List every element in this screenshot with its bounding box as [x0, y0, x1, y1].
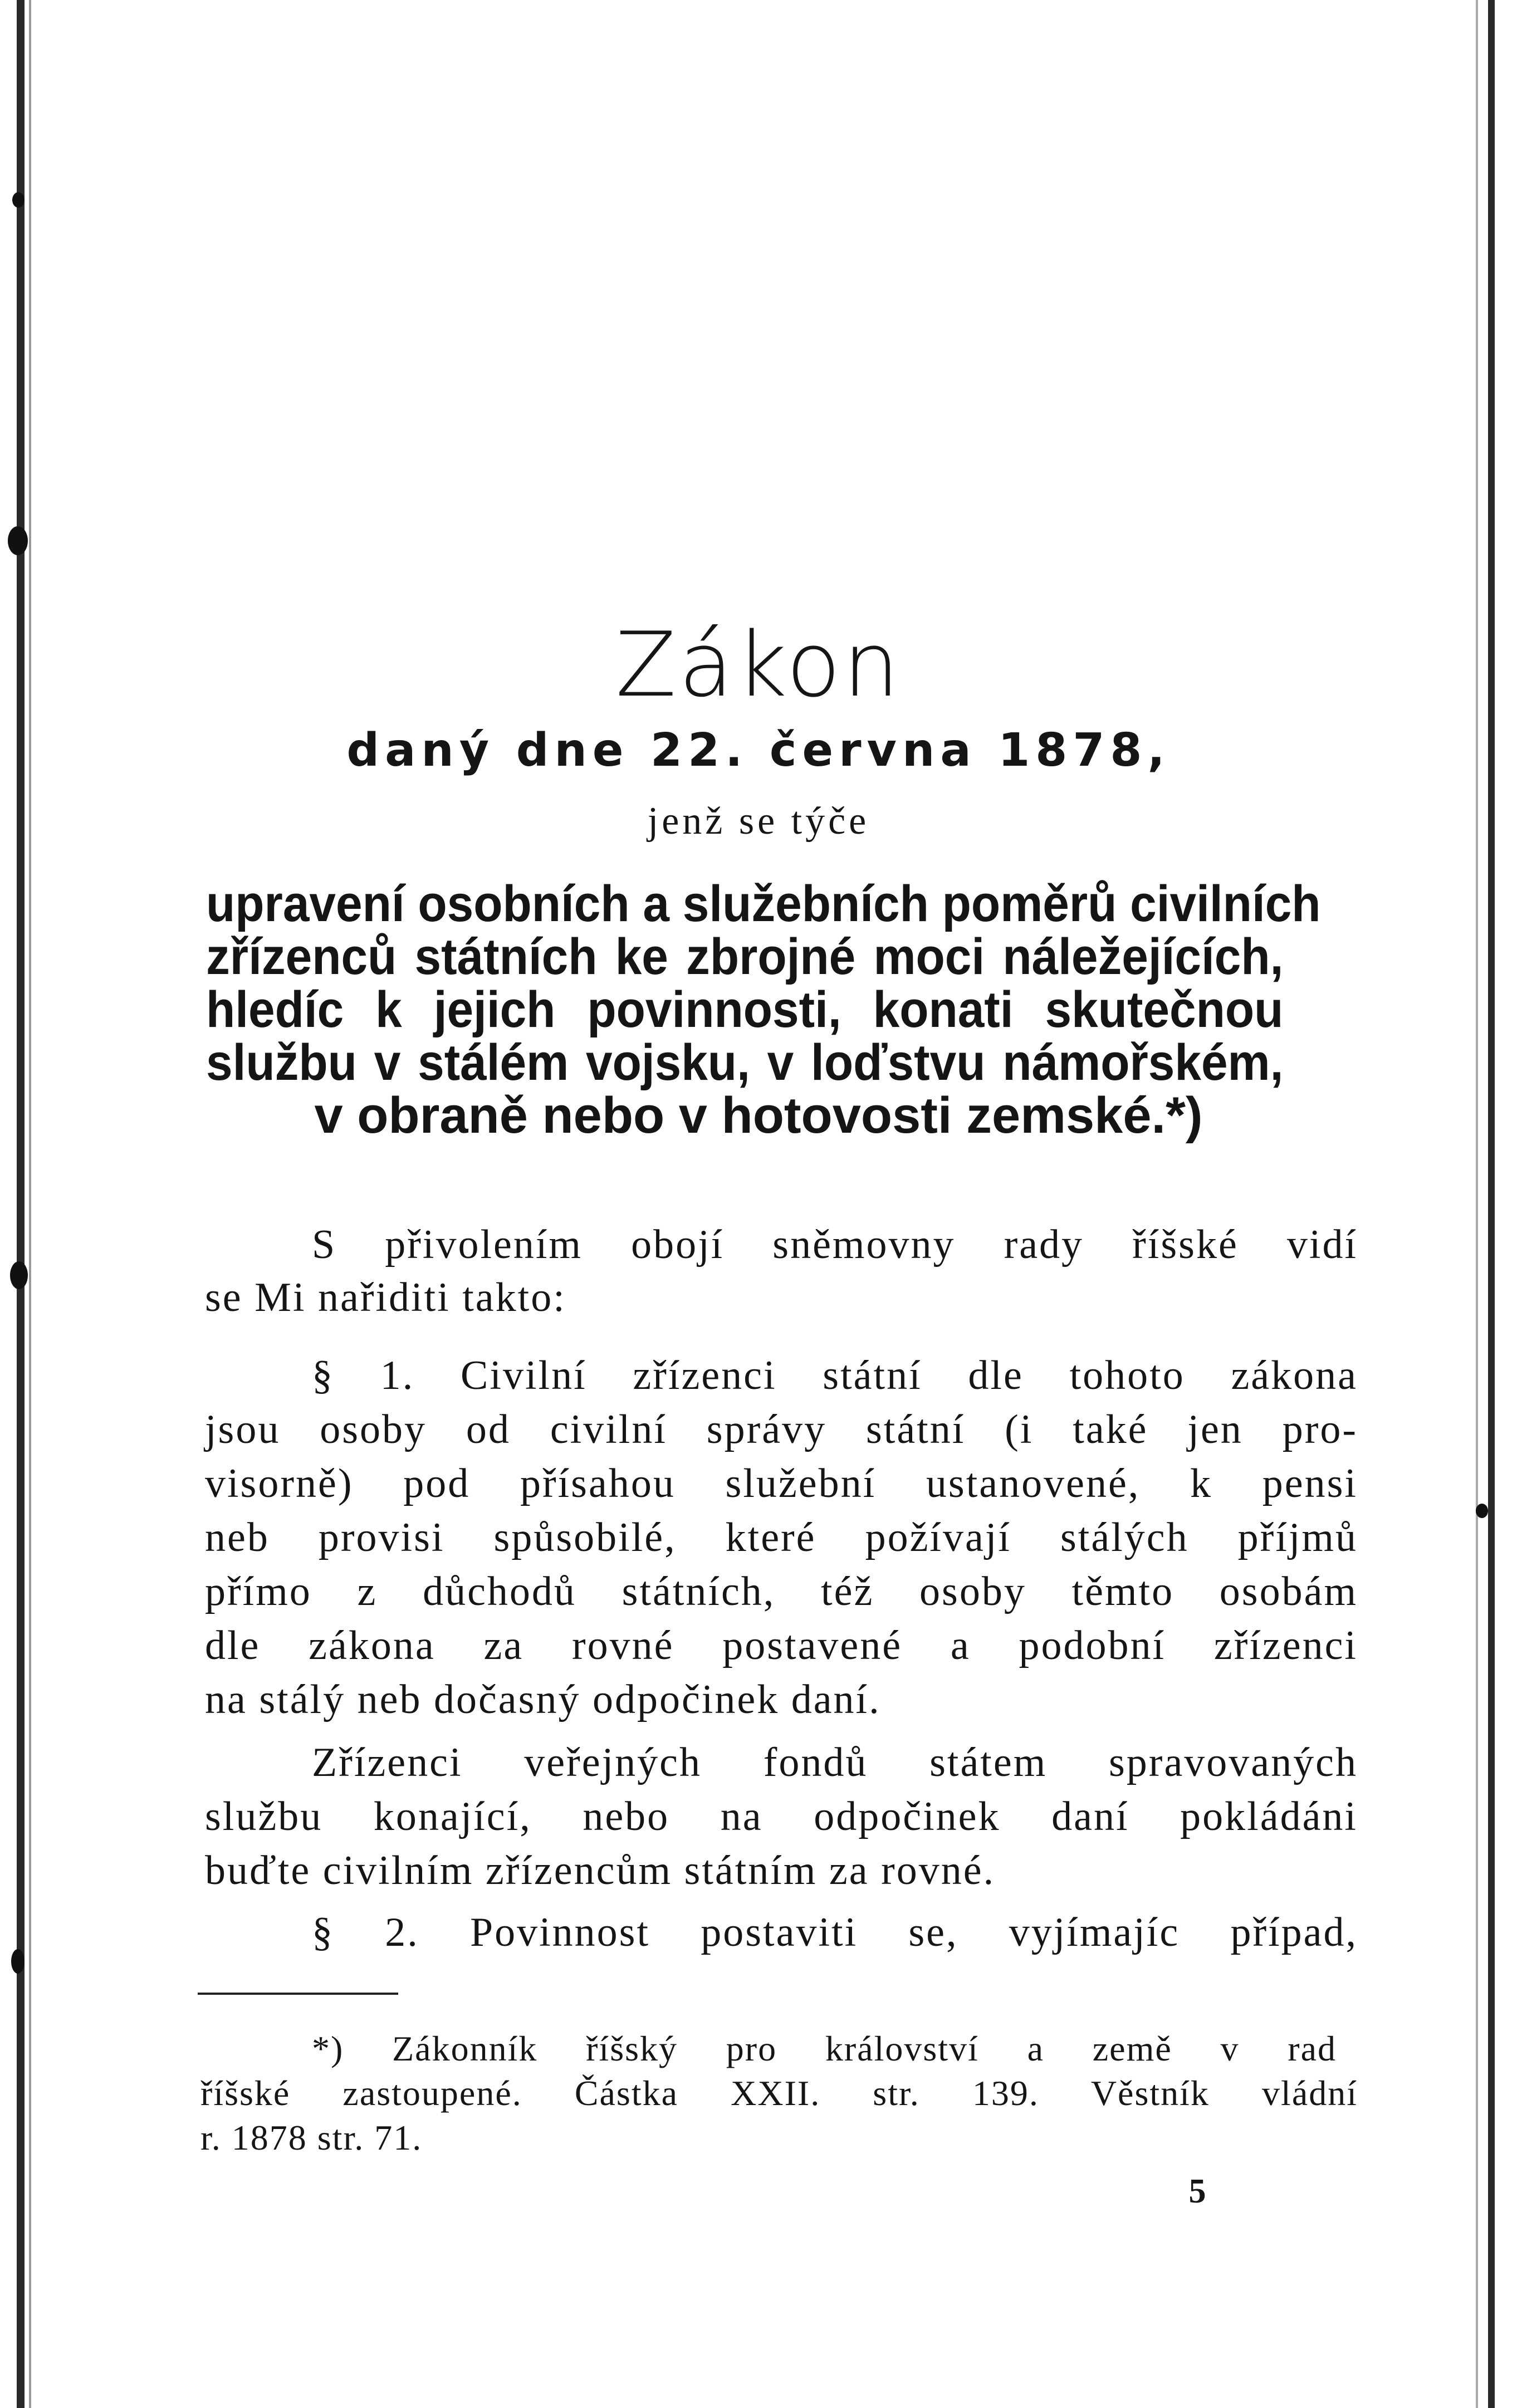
- scan-right-edge-inner: [1476, 0, 1478, 2408]
- scan-left-edge-inner: [29, 0, 31, 2408]
- scan-speck: [11, 1949, 25, 1974]
- preamble-line: se Mi nařiditi takto:: [205, 1275, 566, 1320]
- section-1-line: přímo z důchodů státních, též osoby těmto osobám: [205, 1569, 1358, 1614]
- heading-line: službu v stálém vojsku, v loďstvu námořském,: [206, 1034, 1284, 1091]
- heading-line: v obraně nebo v hotovosti zemské.*): [314, 1087, 1203, 1144]
- footnote-line: *) Zákonník říšský pro království a země v rad: [312, 2029, 1337, 2068]
- section-1b-line: buďte civilním zřízencům státním za rovné.: [205, 1848, 996, 1893]
- date-line: daný dne 22. června 1878,: [346, 724, 1171, 777]
- footnote-line: říšské zastoupené. Částka XXII. str. 139. Věstník vládní: [200, 2073, 1358, 2113]
- heading-line: hledíc k jejich povinnosti, konati skutečnou: [206, 981, 1284, 1038]
- scan-speck: [1476, 1504, 1488, 1518]
- heading-line: zřízenců státních ke zbrojné moci náležejících,: [206, 928, 1284, 985]
- footnote-line: r. 1878 str. 71.: [200, 2118, 423, 2157]
- scan-right-edge: [1488, 0, 1495, 2408]
- section-1-line: § 1. Civilní zřízenci státní dle tohoto zákona: [312, 1353, 1358, 1398]
- section-1-line: jsou osoby od civilní správy státní (i také jen pro-: [205, 1407, 1358, 1452]
- subtitle-line: jenž se týče: [647, 800, 870, 843]
- scan-speck: [10, 1261, 28, 1289]
- section-1-line: neb provisi spůsobilé, které požívají stálých příjmů: [205, 1515, 1358, 1560]
- document-title: Zákon: [615, 613, 902, 717]
- preamble-line: S přivolením obojí sněmovny rady říšské vidí: [312, 1222, 1358, 1267]
- page-number: 5: [1188, 2172, 1206, 2210]
- section-1-line: visorně) pod přísahou služební ustanovené, k pensi: [205, 1461, 1358, 1506]
- heading-line: upravení osobních a služebních poměrů civilních: [206, 875, 1321, 932]
- section-1-line: dle zákona za rovné postavené a podobní zřízenci: [205, 1623, 1358, 1668]
- section-2-line: § 2. Povinnost postaviti se, vyjímajíc případ,: [312, 1910, 1358, 1955]
- scan-left-edge: [17, 0, 25, 2408]
- section-1b-line: službu konající, nebo na odpočinek daní pokládáni: [205, 1794, 1358, 1839]
- scan-speck: [12, 192, 25, 208]
- section-1b-line: Zřízenci veřejných fondů státem spravovaných: [312, 1740, 1358, 1785]
- section-1-line: na stálý neb dočasný odpočinek daní.: [205, 1677, 881, 1722]
- scan-speck: [8, 526, 28, 555]
- footnote-rule: [198, 1993, 398, 1995]
